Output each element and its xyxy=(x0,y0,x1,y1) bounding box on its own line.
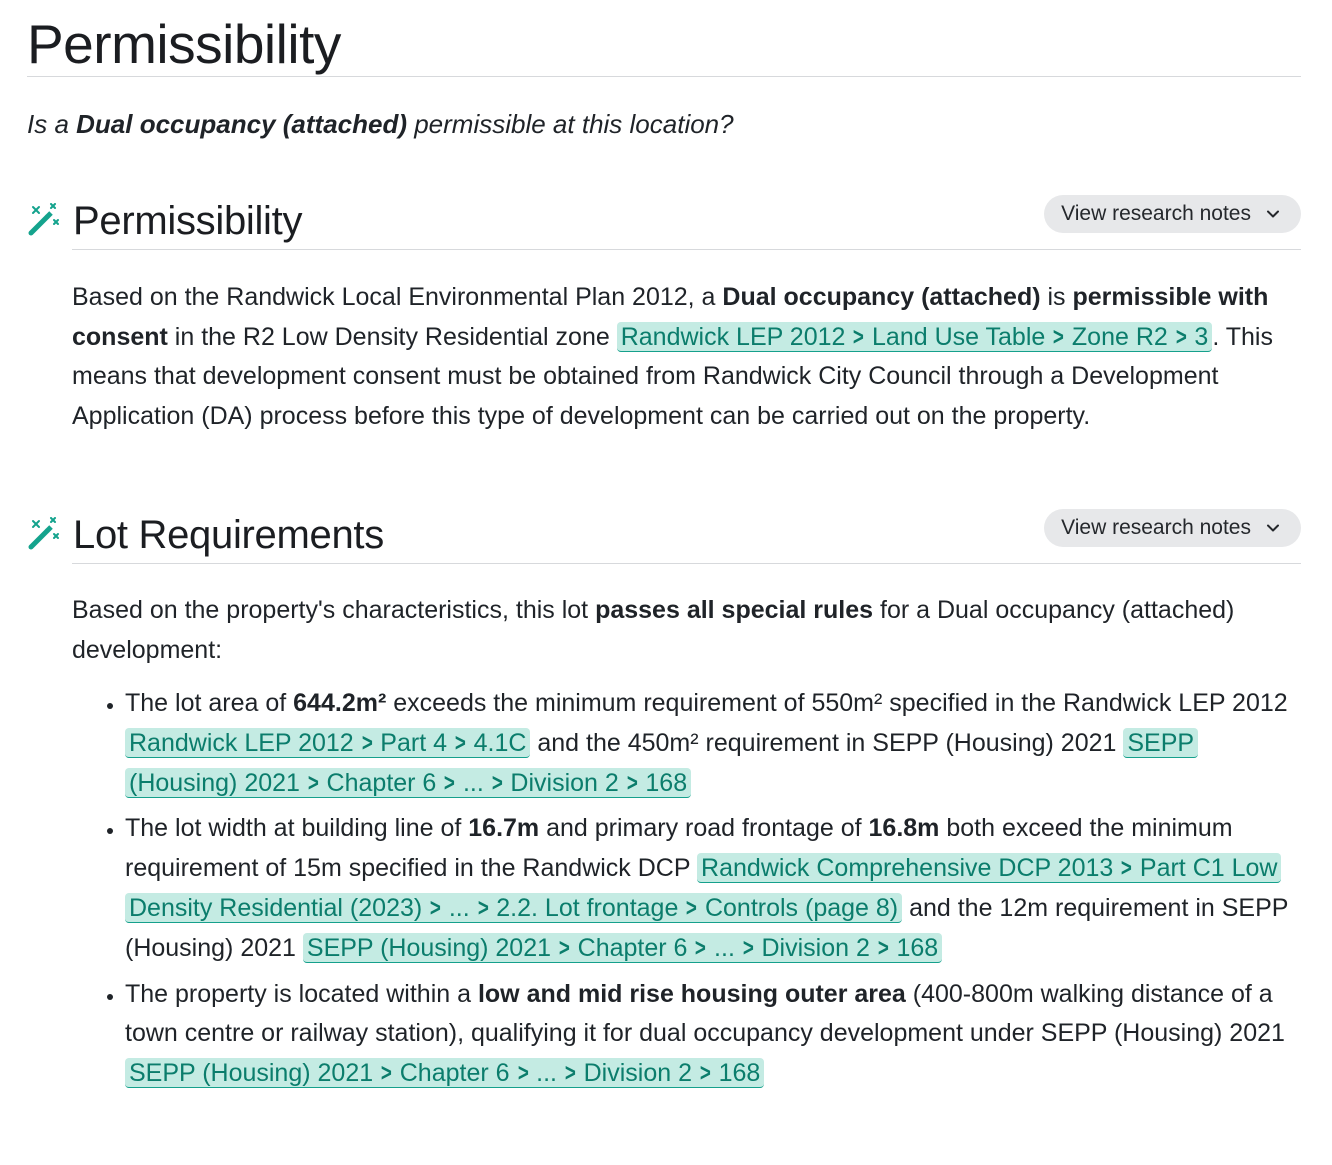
citation-part: ... xyxy=(536,1059,557,1088)
citation-part: Randwick LEP 2012 xyxy=(620,322,846,351)
bold-text: Dual occupancy (attached) xyxy=(722,283,1041,311)
magic-wand-icon xyxy=(27,517,61,551)
citation-part: ... xyxy=(714,933,735,962)
page-title: Permissibility xyxy=(27,13,341,75)
citation-part: 168 xyxy=(718,1059,761,1088)
citation-link[interactable] xyxy=(125,1058,764,1088)
citation-part: 2.2. Lot frontage xyxy=(496,893,679,922)
chevron-right-icon: > xyxy=(454,728,466,757)
text: and primary road frontage of xyxy=(539,814,869,843)
citation-part: 168 xyxy=(896,933,939,962)
chevron-right-icon: > xyxy=(564,1059,576,1088)
chevron-right-icon: > xyxy=(430,893,441,922)
citation-link[interactable] xyxy=(303,933,942,963)
chevron-right-icon: > xyxy=(558,933,570,962)
citation-part: Zone R2 xyxy=(1071,322,1168,351)
text: and the 450m² requirement in SEPP (Housing) 2021 xyxy=(530,728,1124,757)
list-item xyxy=(125,975,1301,1094)
chevron-right-icon: > xyxy=(517,1059,529,1088)
chevron-right-icon: > xyxy=(307,768,319,797)
bold-text: low and mid rise housing outer area xyxy=(477,979,906,1008)
text: both exceed the minimum requirement of 15m specified in the Randwick DCP xyxy=(125,814,1233,883)
citation-part: ... xyxy=(462,768,484,797)
citation-part: 3 xyxy=(1194,322,1209,351)
citation-part: Chapter 6 xyxy=(326,768,437,797)
chevron-right-icon: > xyxy=(686,893,698,922)
chevron-right-icon: > xyxy=(695,933,707,962)
text: for a Dual occupancy (attached) development: xyxy=(72,596,1235,664)
list-item xyxy=(125,684,1301,803)
chevron-right-icon: > xyxy=(380,1059,392,1088)
text: Based on the property's characteristics, this lot xyxy=(72,596,596,624)
chevron-right-icon: > xyxy=(1053,322,1065,351)
text: Based on the Randwick Local Environmental Plan 2012, a xyxy=(72,283,723,311)
chevron-right-icon: > xyxy=(853,322,865,351)
chevron-right-icon: > xyxy=(877,933,889,962)
text: in the R2 Low Density Residential zone xyxy=(167,322,617,351)
chevron-right-icon: > xyxy=(742,933,754,962)
text: The lot width at building line of xyxy=(125,814,469,843)
citation-part: Randwick Comprehensive DCP 2013 xyxy=(701,854,1114,883)
citation-part: SEPP (Housing) 2021 xyxy=(129,728,1194,797)
button-label: View research notes xyxy=(1061,202,1251,225)
citation-part: Chapter 6 xyxy=(577,933,688,962)
text: exceeds the minimum requirement of 550m² specified in the Randwick LEP 2012 xyxy=(386,689,1288,717)
citation-part: Part C1 Low Density Residential (2023) xyxy=(129,854,1278,922)
permissibility-paragraph xyxy=(72,278,1301,436)
text: and the 12m requirement in SEPP (Housing) 2021 xyxy=(125,893,1289,962)
list-item xyxy=(125,809,1301,968)
chevron-down-icon xyxy=(1265,520,1281,536)
chevron-right-icon: > xyxy=(626,768,638,797)
title-divider xyxy=(27,76,1301,77)
bold-text: passes all special rules xyxy=(595,596,874,624)
section-header xyxy=(27,509,1301,559)
bold-text: 16.7m xyxy=(468,814,540,843)
text: (400-800m walking distance of a town centre or railway station), qualifying it for dual occupancy development under SEPP (Housing) 2021 xyxy=(125,979,1285,1048)
chevron-right-icon: > xyxy=(444,768,456,797)
citation-part: 168 xyxy=(645,768,688,797)
button-label: View research notes xyxy=(1061,516,1251,539)
view-research-notes-button[interactable] xyxy=(1044,195,1301,233)
lot-requirements-section xyxy=(27,509,1301,1094)
citation-part: Division 2 xyxy=(510,768,619,797)
chevron-right-icon: > xyxy=(477,893,489,922)
citation-part: Land Use Table xyxy=(872,322,1046,351)
text: . This means that development consent must be obtained from Randwick City Council through a Development Application (DA) process before this type of development can be carried out on the property. xyxy=(72,322,1273,430)
section-header xyxy=(27,195,1301,245)
citation-part: Randwick LEP 2012 xyxy=(129,728,354,757)
question-suffix: permissible at this location? xyxy=(407,109,734,139)
question-prefix: Is a xyxy=(27,109,77,139)
chevron-down-icon xyxy=(1265,206,1281,222)
citation-part: Part 4 xyxy=(380,728,447,757)
question-text xyxy=(27,107,1301,141)
citation-part: SEPP (Housing) 2021 xyxy=(129,1059,374,1088)
citation-part: 4.1C xyxy=(473,728,527,757)
permissibility-section xyxy=(27,195,1301,436)
citation-part: Controls (page 8) xyxy=(704,893,899,922)
lot-requirements-body xyxy=(72,591,1301,1094)
bold-text: permissible with consent xyxy=(72,283,1269,351)
citation-part: Division 2 xyxy=(761,933,870,962)
citation-part: ... xyxy=(448,893,470,922)
text: The lot area of xyxy=(125,689,294,717)
citation-link[interactable] xyxy=(617,322,1213,352)
requirements-list xyxy=(72,684,1301,1094)
magic-wand-icon xyxy=(27,203,61,237)
text: is xyxy=(1040,283,1073,311)
lot-intro-paragraph xyxy=(72,591,1301,670)
bold-text: 16.8m xyxy=(868,814,940,843)
citation-part: Division 2 xyxy=(583,1059,692,1088)
section-divider xyxy=(72,249,1301,250)
citation-part: Chapter 6 xyxy=(399,1059,510,1088)
chevron-right-icon: > xyxy=(361,728,373,757)
citation-part: SEPP (Housing) 2021 xyxy=(306,933,552,962)
chevron-right-icon: > xyxy=(1175,322,1187,351)
section-divider xyxy=(72,563,1301,564)
section-title: Permissibility xyxy=(73,199,303,243)
section-title: Lot Requirements xyxy=(73,513,384,557)
view-research-notes-button[interactable] xyxy=(1044,509,1301,547)
text: The property is located within a xyxy=(125,979,478,1008)
chevron-right-icon: > xyxy=(1121,854,1133,883)
bold-text: 644.2m² xyxy=(293,689,387,717)
chevron-right-icon: > xyxy=(491,768,503,797)
question-use: Dual occupancy (attached) xyxy=(76,109,407,139)
citation-link[interactable] xyxy=(125,728,530,758)
chevron-right-icon: > xyxy=(699,1059,711,1088)
